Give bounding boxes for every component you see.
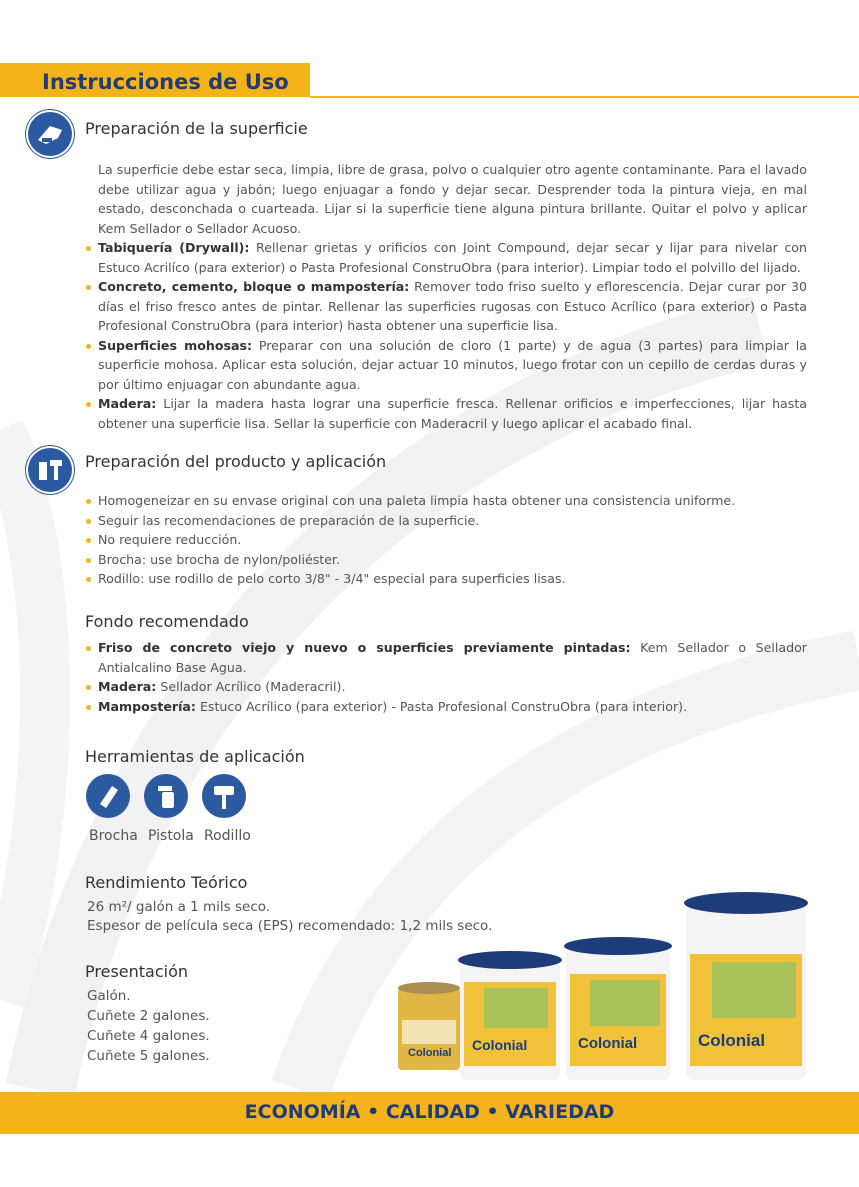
surface-prep-icon	[28, 112, 72, 156]
tool-label-brocha: Brocha	[89, 828, 138, 844]
product-prep-icon	[28, 448, 72, 492]
tool-label-rodillo: Rodillo	[204, 828, 251, 844]
list-item	[85, 238, 807, 277]
item-label: Superficies mohosas:	[98, 337, 253, 353]
fondo-title: Fondo recomendado	[85, 612, 249, 631]
presentation-title: Presentación	[85, 962, 189, 981]
list-item: Rodillo: use rodillo de pelo corto 3/8" - 3/4" especial para superficies lisas.	[85, 569, 807, 589]
fondo-list	[85, 638, 807, 716]
item-text: Lijar la madera hasta lograr una superficie fresca. Rellenar orificios e imperfecciones, lijar hasta obtener una superficie lisa. Sellar la superficie con Maderacril y luego aplicar el acabado final.	[98, 396, 807, 431]
tool-label-pistola: Pistola	[148, 828, 194, 844]
item-label: Tabiquería (Drywall):	[98, 240, 250, 255]
page-title: Instrucciones de Uso	[42, 70, 289, 94]
list-item	[85, 697, 807, 717]
list-item: Seguir las recomendaciones de preparación de la superficie.	[85, 511, 807, 531]
item-text: Preparar con una solución de cloro (1 parte) y de agua (3 partes) para limpiar la superficie mohosa. Aplicar esta solución, dejar actuar 10 minutos, luego frotar con un cepillo de cerdas duras y por último enjuagar con abundante agua.	[98, 337, 807, 392]
brand-label: Colonial	[578, 1035, 638, 1052]
item-label: Concreto, cemento, bloque o mampostería:	[98, 279, 410, 294]
header-rule	[310, 96, 859, 98]
product-prep-title: Preparación del producto y aplicación	[85, 452, 387, 471]
spray-gun-icon	[144, 774, 188, 818]
item-text: Estuco Acrílico (para exterior) - Pasta Profesional ConstruObra (para interior).	[195, 698, 688, 714]
list-item: Homogeneizar en su envase original con una paleta limpia hasta obtener una consistencia uniforme.	[85, 491, 807, 511]
list-item	[85, 277, 807, 336]
surface-prep-body	[85, 160, 807, 433]
footer-slogan: ECONOMÍA • CALIDAD • VARIEDAD	[244, 1101, 615, 1123]
list-item	[85, 677, 807, 697]
item-label: Mampostería:	[98, 698, 196, 714]
yield-line-1: 26 m²/ galón a 1 mils seco.	[87, 899, 271, 915]
surface-prep-title: Preparación de la superficie	[85, 119, 308, 138]
tools-title: Herramientas de aplicación	[85, 747, 305, 766]
item-text: Sellador Acrílico (Maderacril).	[156, 679, 346, 694]
presentation-item: Galón.	[87, 988, 131, 1004]
item-label: Madera:	[98, 679, 157, 694]
brand-label: Colonial	[698, 1031, 766, 1050]
item-label: Friso de concreto viejo y nuevo o superficies previamente pintadas:	[98, 640, 631, 655]
list-item: Brocha: use brocha de nylon/poliéster.	[85, 550, 807, 570]
presentation-item: Cuñete 2 galones.	[87, 1008, 210, 1024]
list-item	[85, 638, 807, 677]
roller-icon	[202, 774, 246, 818]
presentation-item: Cuñete 5 galones.	[87, 1048, 210, 1064]
presentation-item: Cuñete 4 galones.	[87, 1028, 210, 1044]
list-item: No requiere reducción.	[85, 530, 807, 550]
item-text: Rellenar grietas y orificios con Joint Compound, dejar secar y lijar para nivelar con Estuco Acrilíco (para exterior) o Pasta Profesional ConstruObra (para interior). Limpiar todo el polvillo del lijado.	[98, 240, 807, 275]
product-prep-list	[85, 491, 807, 589]
item-label: Madera:	[98, 396, 157, 411]
yield-line-2: Espesor de película seca (EPS) recomendado: 1,2 mils seco.	[87, 918, 493, 934]
item-text: Remover todo friso suelto y eflorescencia. Dejar curar por 30 días el friso fresco antes de pintar. Rellenar las superficies rugosas con Estuco Acrílico (para exterior) o Pasta Profesional ConstruObra (para interior) hasta obtener una superficie lisa.	[98, 279, 807, 333]
list-item	[85, 394, 807, 433]
surface-intro: La superficie debe estar seca, limpia, libre de grasa, polvo o cualquier otro agente contaminante. Para el lavado debe utilizar agua y jabón; luego enjuagar a fondo y dejar secar. Desprender toda la pintura vieja, en mal estado, desconchada o cuarteada. Lijar si la superficie tiene alguna pintura brillante. Quitar el polvo y aplicar Kem Sellador o Sellador Acuoso.	[98, 162, 807, 236]
product-containers-image	[392, 888, 832, 1088]
item-text: Kem Sellador o Sellador Antialcalino Base Agua.	[98, 640, 807, 675]
brand-label: Colonial	[472, 1037, 528, 1053]
brush-icon	[86, 774, 130, 818]
brand-label: Colonial	[408, 1047, 452, 1059]
yield-title: Rendimiento Teórico	[85, 873, 248, 892]
list-item	[85, 336, 807, 395]
